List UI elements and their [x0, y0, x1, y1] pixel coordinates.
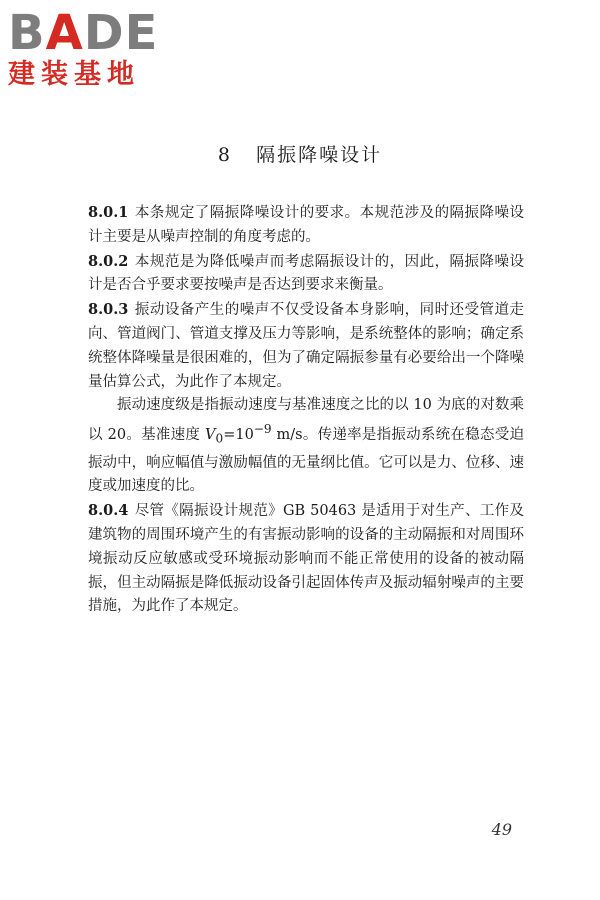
logo-subtitle: 建装基地 [8, 59, 140, 90]
page-number: 49 [491, 820, 512, 839]
formula-variable: V [205, 427, 216, 443]
paragraph-text-after: m/s。传递率是指振动系统在稳态受迫振动中，响应幅值与激励幅值的无量纲比值。它可以是力、位移、速度或加速度的比。 [88, 427, 524, 495]
clause-number: 8.0.4 [88, 502, 129, 520]
clause-number: 8.0.2 [88, 252, 129, 270]
clause-text: 尽管《隔振设计规范》GB 50463 是适用于对生产、工作及建筑物的周围环境产生的有害振动影响的设备的主动隔振和对周围环境振动反应敏感或受环境振动影响而不能正常使用的设备的被动隔振，但主动隔振是降低振动设备引起固体传声及振动辐射噪声的主要措施，为此作了本规定。 [88, 503, 524, 615]
clause-text: 本条规定了隔振降噪设计的要求。本规范涉及的隔振降噪设计主要是从噪声控制的角度考虑的。 [88, 205, 524, 245]
chapter-title [0, 140, 600, 167]
clause-8-0-3 [88, 298, 524, 394]
clause-8-0-4 [88, 499, 524, 619]
clause-8-0-2 [88, 250, 524, 299]
formula-equals: =10 [223, 427, 254, 443]
clause-text: 本规范是为降低噪声而考虑隔振设计的，因此，隔振降噪设计是否合乎要求要按噪声是否达到要求来衡量。 [88, 253, 524, 294]
document-body [88, 201, 524, 619]
logo-letters-de: DE [83, 5, 159, 61]
logo-letter-a: A [45, 5, 84, 61]
logo-wordmark [8, 5, 178, 61]
formula-subscript: 0 [215, 431, 224, 446]
chapter-number: 8 [217, 144, 232, 166]
paragraph-text-before: 振动速度级是指振动速度与基准速度之比的以 10 为底的对数乘以 20。基准速度 [88, 397, 524, 443]
clause-number: 8.0.1 [88, 204, 129, 221]
clause-8-0-1 [88, 201, 524, 250]
formula-exponent: −9 [253, 422, 272, 437]
chapter-name: 隔振降噪设计 [256, 144, 383, 166]
clause-number: 8.0.3 [88, 301, 129, 319]
explanation-paragraph [88, 394, 524, 499]
bade-logo [8, 5, 178, 92]
clause-text: 振动设备产生的噪声不仅受设备本身影响，同时还受管道走向、管道阀门、管道支撑及压力等影响，是系统整体的影响；确定系统整体降噪量是很困难的，但为了确定隔振参量有必要给出一个降噪量估算公式，为此作了本规定。 [88, 302, 524, 390]
logo-letter-b: B [8, 5, 46, 61]
